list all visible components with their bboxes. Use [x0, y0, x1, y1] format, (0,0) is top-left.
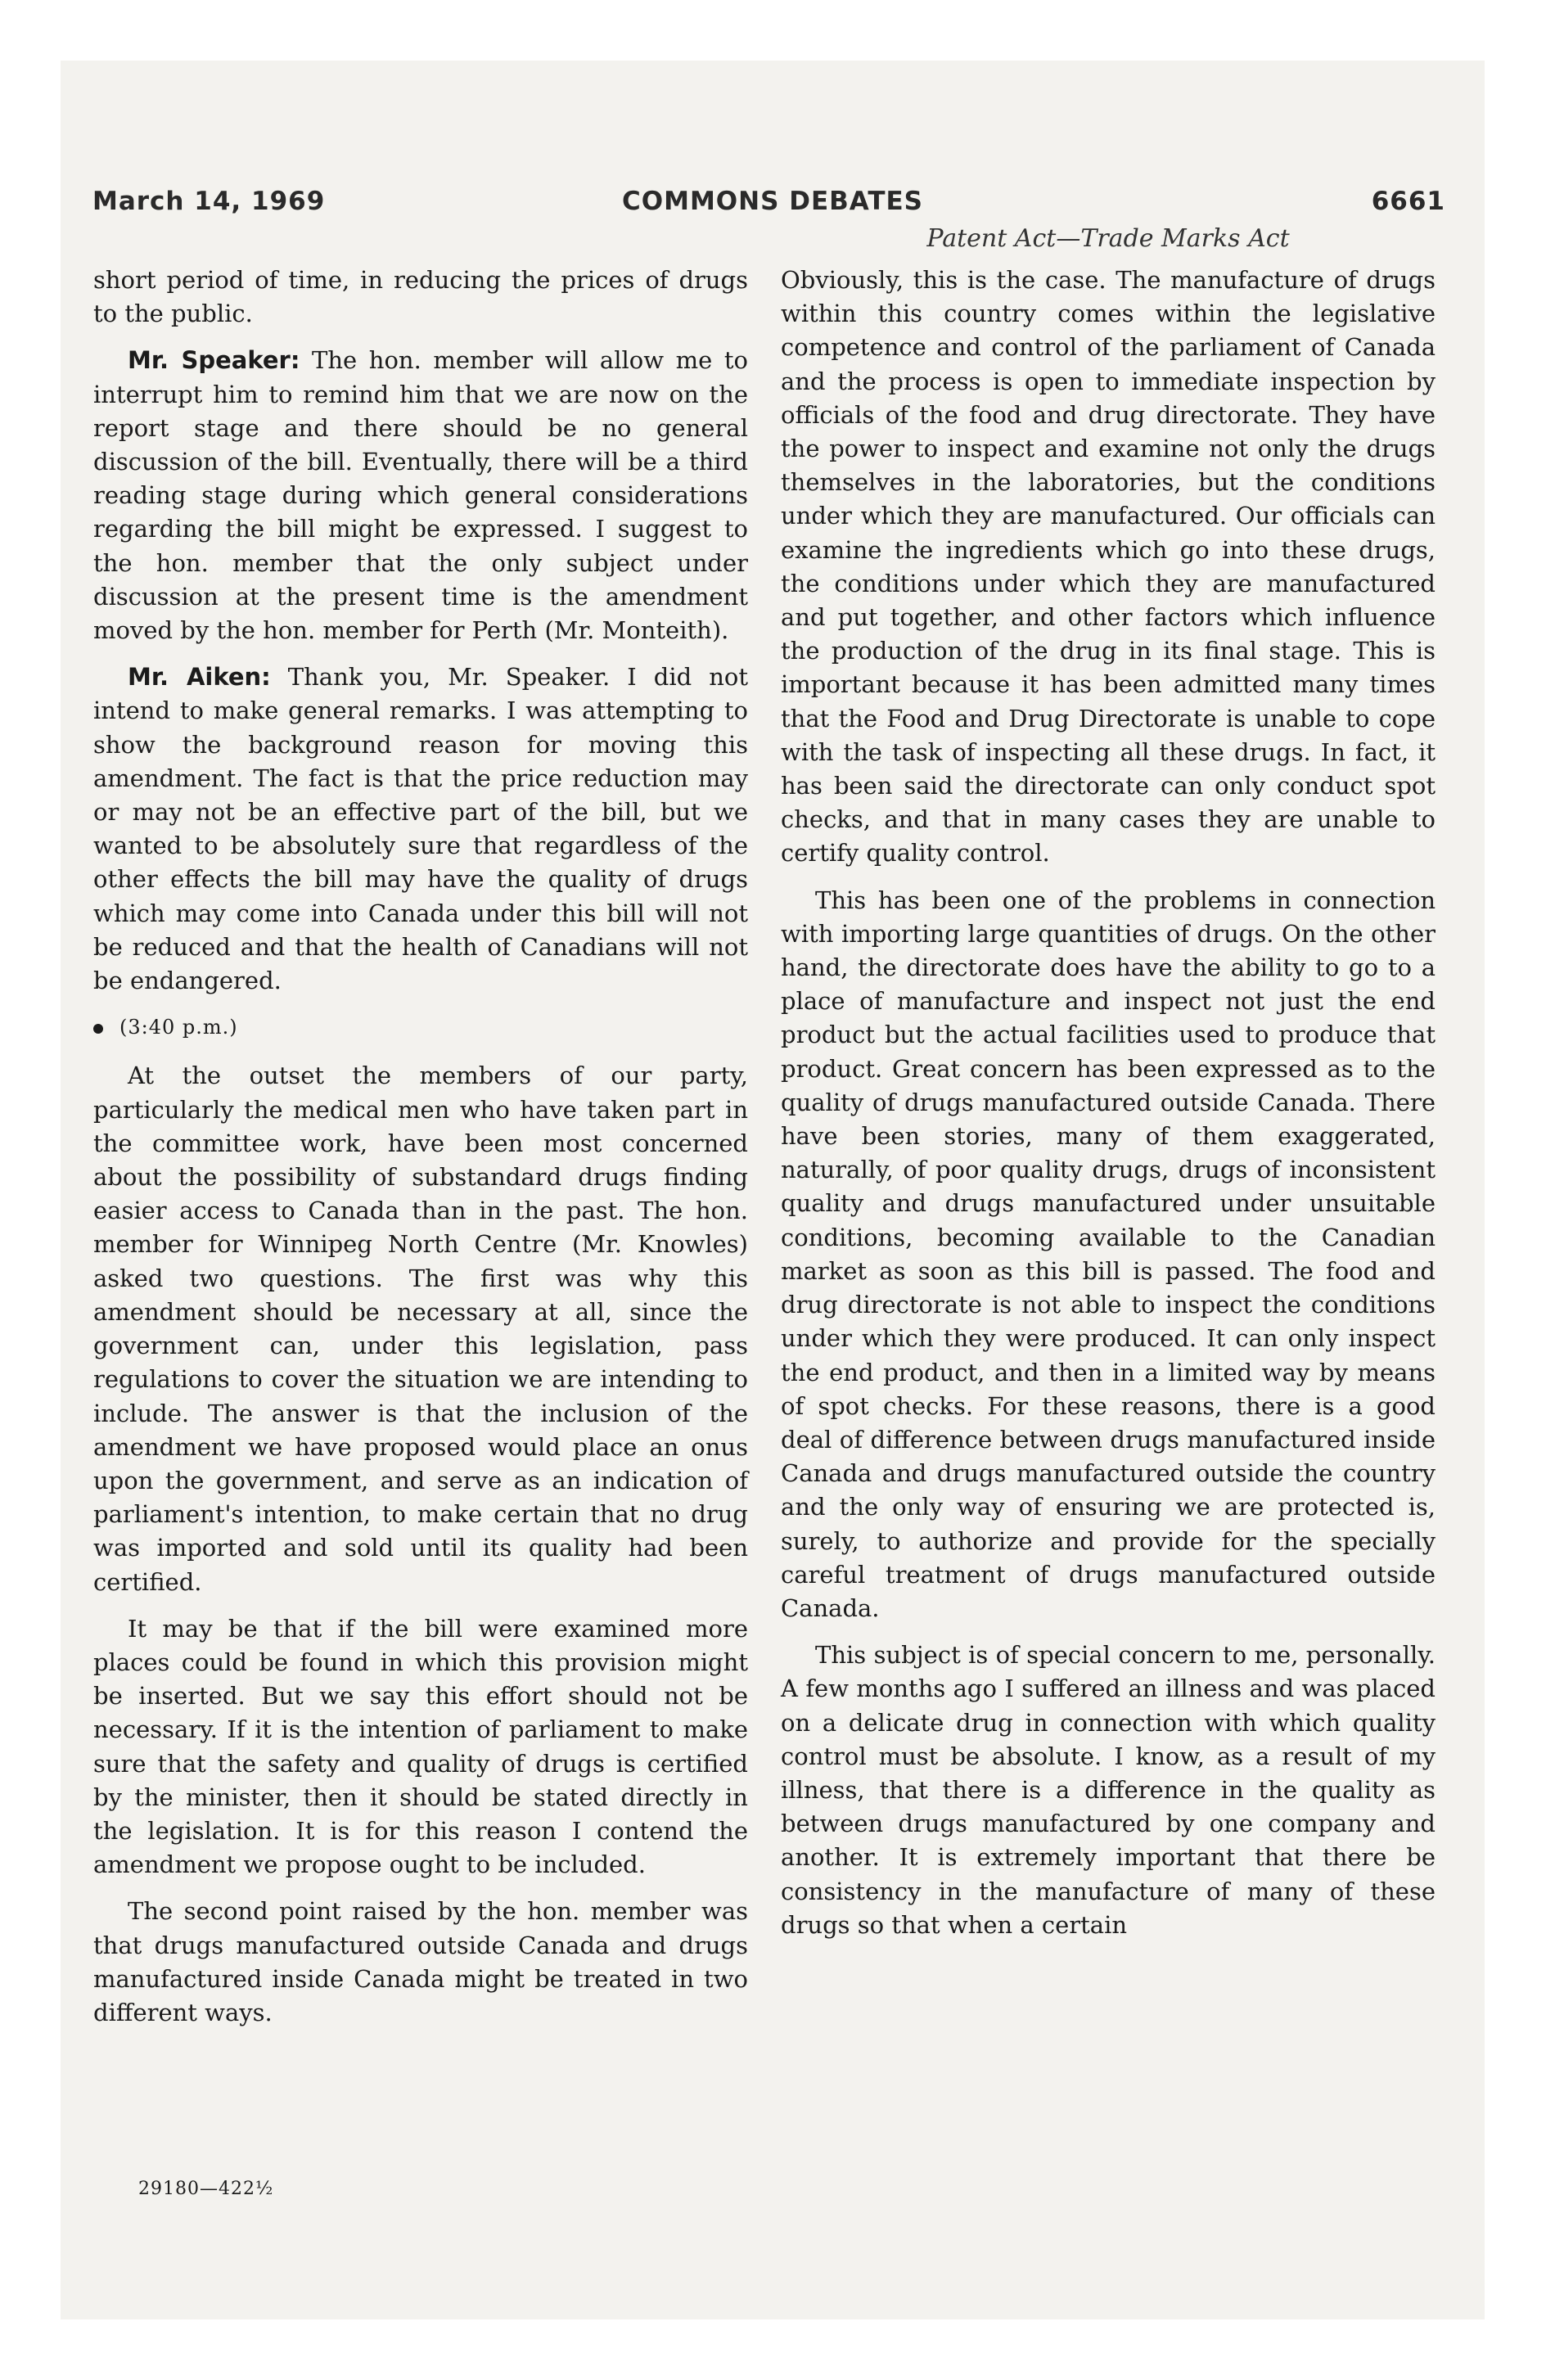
right-column — [781, 264, 1436, 1955]
time-stamp-row — [93, 1011, 748, 1044]
page-sheet — [61, 61, 1485, 2319]
paragraph: It may be that if the bill were examined more places could be found in which this provision might be inserted. But we say this effort should not be necessary. If it is the intention of parliament to make sure that the safety and quality of drugs is certified by the minister, then it should be stated directly in the legislation. It is for this reason I contend the amendment we propose ought to be included. — [93, 1614, 748, 1879]
left-column — [93, 264, 748, 2043]
time-stamp: (3:40 p.m.) — [119, 1016, 238, 1039]
paragraph: The second point raised by the hon. member was that drugs manufactured outside Canada and drugs manufactured inside Canada might be treated in two different ways. — [93, 1897, 748, 2026]
paragraph-speaker — [93, 660, 748, 998]
paragraph: At the outset the members of our party, particularly the medical men who have taken part in the committee work, have been most concerned about the possibility of substandard drugs finding easier access to Canada than in the past. The hon. member for Winnipeg North Centre (Mr. Knowles) asked two questions. The first was why this amendment should be necessary at all, since the government can, under this legislation, pass regulations to cover the situation we are intending to include. The answer is that the inclusion of the amendment we have proposed would place an onus upon the government, and serve as an indication of parliament's intention, to make certain that no drug was imported and sold until its quality had been certified. — [93, 1062, 748, 1596]
bullet-icon — [93, 1024, 103, 1034]
header-date: March 14, 1969 — [92, 187, 326, 216]
paragraph-speaker — [93, 344, 748, 647]
speech-text: The hon. member will allow me to interrupt him to remind him that we are now on the report stage and there should be no general discussion of the bill. Eventually, there will be a third reading stage during which general considerations regarding the bill might be expressed. I suggest to the hon. member that the only subject under discussion at the present time is the amendment moved by the hon. member for Perth (Mr. Monteith). — [93, 346, 748, 645]
speech-text: Thank you, Mr. Speaker. I did not intend to make general remarks. I was attempting to show the background reason for moving this amendment. The fact is that the price reduction may or may not be an effective part of the bill, but we wanted to be absolutely sure that regardless of the other effects the bill may have the quality of drugs which may come into Canada under this bill will not be reduced and that the health of Canadians will not be endangered. — [93, 663, 748, 995]
paragraph: short period of time, in reducing the prices of drugs to the public. — [93, 266, 748, 328]
print-code: 29180—422½ — [138, 2179, 274, 2199]
header-title: COMMONS DEBATES — [622, 187, 923, 216]
paragraph: Obviously, this is the case. The manufacture of drugs within this country comes within the legislative competence and control of the parliament of Canada and the process is open to immediate inspection by officials of the food and drug directorate. They have the power to inspect and examine not only the drugs themselves in the laboratories, but the conditions under which they are manufactured. Our officials can examine the ingredients which go into these drugs, the conditions under which they are manufactured and put together, and other factors which influence the production of the drug in its final stage. This is important because it has been admitted many times that the Food and Drug Directorate is unable to cope with the task of inspecting all these drugs. In fact, it has been said the directorate can only conduct spot checks, and that in many cases they are unable to certify quality control. — [781, 266, 1436, 868]
speaker-name: Mr. Aiken: — [128, 663, 271, 692]
speaker-name: Mr. Speaker: — [128, 346, 300, 375]
header-page-number: 6661 — [1371, 187, 1445, 216]
paragraph: This subject is of special concern to me, personally. A few months ago I suffered an illness and was placed on a delicate drug in connection with which quality control must be absolute. I know, as a result of my illness, that there is a difference in the quality as between drugs manufactured by one company and another. It is extremely important that there be consistency in the manufacture of many of these drugs so that when a certain — [781, 1641, 1436, 1939]
paragraph: This has been one of the problems in connection with importing large quantities of drugs. On the other hand, the directorate does have the ability to go to a place of manufacture and inspect not just the end product but the actual facilities used to produce that product. Great concern has been expressed as to the quality of drugs manufactured outside Canada. There have been stories, many of them exaggerated, naturally, of poor quality drugs, drugs of inconsistent quality and drugs manufactured under unsuitable conditions, becoming available to the Canadian market as soon as this bill is passed. The food and drug directorate is not able to inspect the conditions under which they were produced. It can only inspect the end product, and then in a limited way by means of spot checks. For these reasons, there is a good deal of difference between drugs manufactured inside Canada and drugs manufactured outside the country and the only way of ensuring we are protected is, surely, to authorize and provide for the specially careful treatment of drugs manufactured outside Canada. — [781, 886, 1436, 1622]
running-subject: Patent Act—Trade Marks Act — [926, 224, 1290, 253]
